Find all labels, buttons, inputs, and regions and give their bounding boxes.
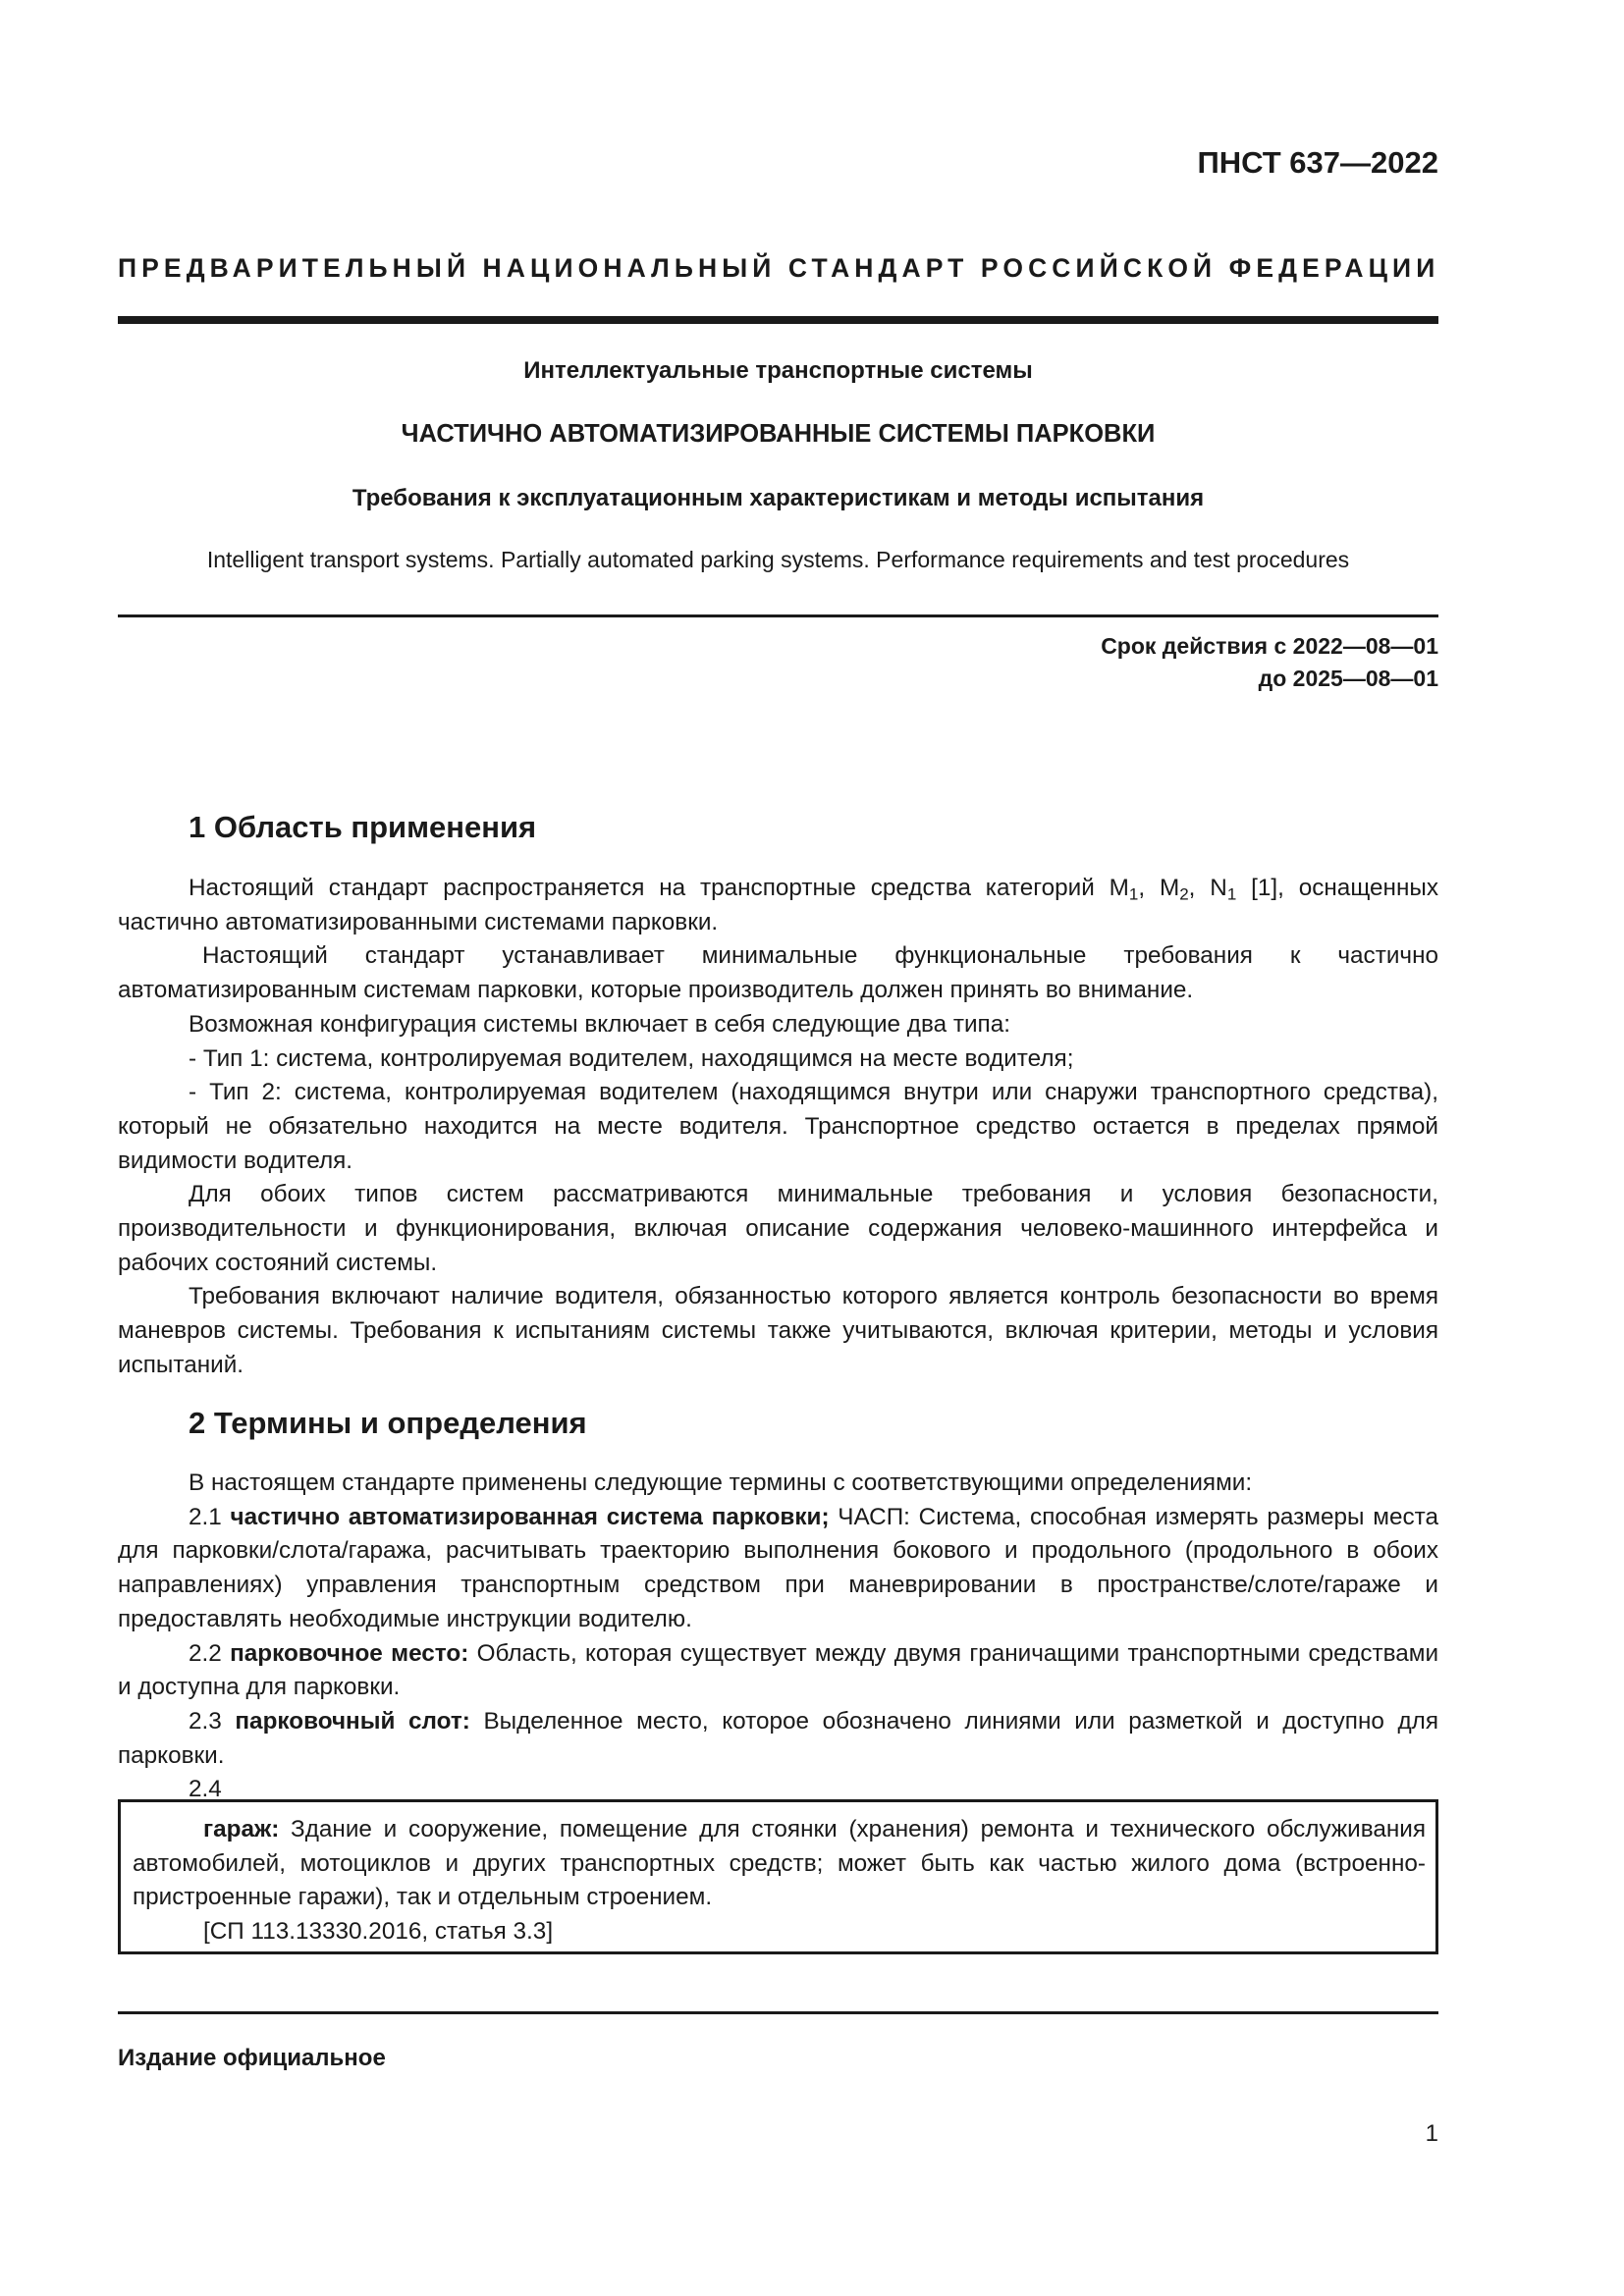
section-2-heading: 2 Термины и определения [189, 1406, 587, 1440]
list-item: - Тип 2: система, контролируемая водителем (находящимся внутри или снаружи транспортного средства), который не обязательно находится на месте водителя. Транспортное средство остается в пределах прямой видимости водителя. [118, 1079, 1438, 1174]
term: частично автоматизированная система парковки; [230, 1503, 830, 1530]
term: парковочный слот: [235, 1707, 470, 1735]
term-entry: 2.2 парковочное место: Область, которая существует между двумя граничащими транспортными средствами и доступна для парковки. [118, 1639, 1439, 1701]
paragraph: Возможная конфигурация системы включает в себя следующие два типа: [189, 1010, 1010, 1038]
validity-period [1101, 630, 1438, 695]
title-sub: Требования к эксплуатационным характеристикам и методы испытания [352, 485, 1205, 511]
term-entry: 2.3 парковочный слот: Выделенное место, которое обозначено линиями или разметкой и доступно для парковки. [118, 1707, 1438, 1769]
paragraph: В настоящем стандарте применены следующие термины с соответствующими определениями: [189, 1469, 1253, 1496]
validity-to: до 2025—08—01 [1258, 666, 1438, 691]
paragraph: Для обоих типов систем рассматриваются минимальные требования и условия безопасности, производительности и функционирования, включая описание содержания человеко-машинного интерфейса и рабочих состояний системы. [118, 1181, 1438, 1276]
list-item: - Тип 1: система, контролируемая водителем, находящимся на месте водителя; [189, 1044, 1074, 1072]
title-english: Intelligent transport systems. Partially automated parking systems. Performance requirements and test procedures [206, 547, 1350, 572]
page-number: 1 [1425, 2120, 1438, 2147]
term-source: [СП 113.13330.2016, статья 3.3] [203, 1918, 554, 1946]
validity-from: Срок действия с 2022—08—01 [1101, 633, 1438, 659]
term-entry: гараж: Здание и сооружение, помещение для стоянки (хранения) ремонта и технического обслуживания автомобилей, мотоциклов и других транспортных средств; может быть как частью жилого дома (встроенно-пристроенные гаражи), так и отдельным строением. [133, 1816, 1426, 1911]
title-group: Интеллектуальные транспортные системы [523, 357, 1033, 384]
footer-divider [118, 2011, 1438, 2014]
term-number: 2.4 [189, 1776, 222, 1803]
section-1-heading: 1 Область применения [189, 810, 537, 844]
paragraph: Требования включают наличие водителя, обязанностью которого является контроль безопасности во время маневров системы. Требования к испытаниям системы также учитываются, включая критерии, методы и условия испытаний. [118, 1283, 1438, 1378]
standard-type-heading: ПРЕДВАРИТЕЛЬНЫЙ НАЦИОНАЛЬНЫЙ СТАНДАРТ РОССИЙСКОЙ ФЕДЕРАЦИИ [118, 253, 1440, 283]
term: парковочное место: [230, 1639, 469, 1667]
document-code: ПНСТ 637—2022 [1197, 145, 1438, 180]
title-divider [118, 614, 1438, 617]
paragraph: Настоящий стандарт устанавливает минимальные функциональные требования к частично автоматизированным системам парковки, которые производитель должен принять во внимание. [118, 942, 1438, 1004]
section-1-body [118, 872, 1438, 1383]
document-page [118, 0, 1438, 2296]
term: гараж: [203, 1816, 280, 1842]
term-entry: 2.1 частично автоматизированная система парковки; ЧАСП: Система, способная измерять размеры места для парковки/слота/гаража, расчитывать траекторию выполнения бокового и продольного (продольного в обоих направлениях) управления транспортным средством при маневрировании в пространстве/слоте/гараже и предоставлять необходимые инструкции водителю. [118, 1503, 1438, 1632]
official-edition-label: Издание официальное [118, 2045, 386, 2071]
title-main: ЧАСТИЧНО АВТОМАТИЗИРОВАННЫЕ СИСТЕМЫ ПАРКОВКИ [401, 420, 1156, 448]
header-divider [118, 316, 1438, 324]
paragraph: Настоящий стандарт распространяется на транспортные средства категорий $M_1$, $M_2$, $N_1$ [1], оснащенных частично автоматизированными системами парковки. [118, 875, 1438, 935]
section-2-body [118, 1467, 1438, 1807]
term-definition-box [118, 1799, 1438, 1954]
